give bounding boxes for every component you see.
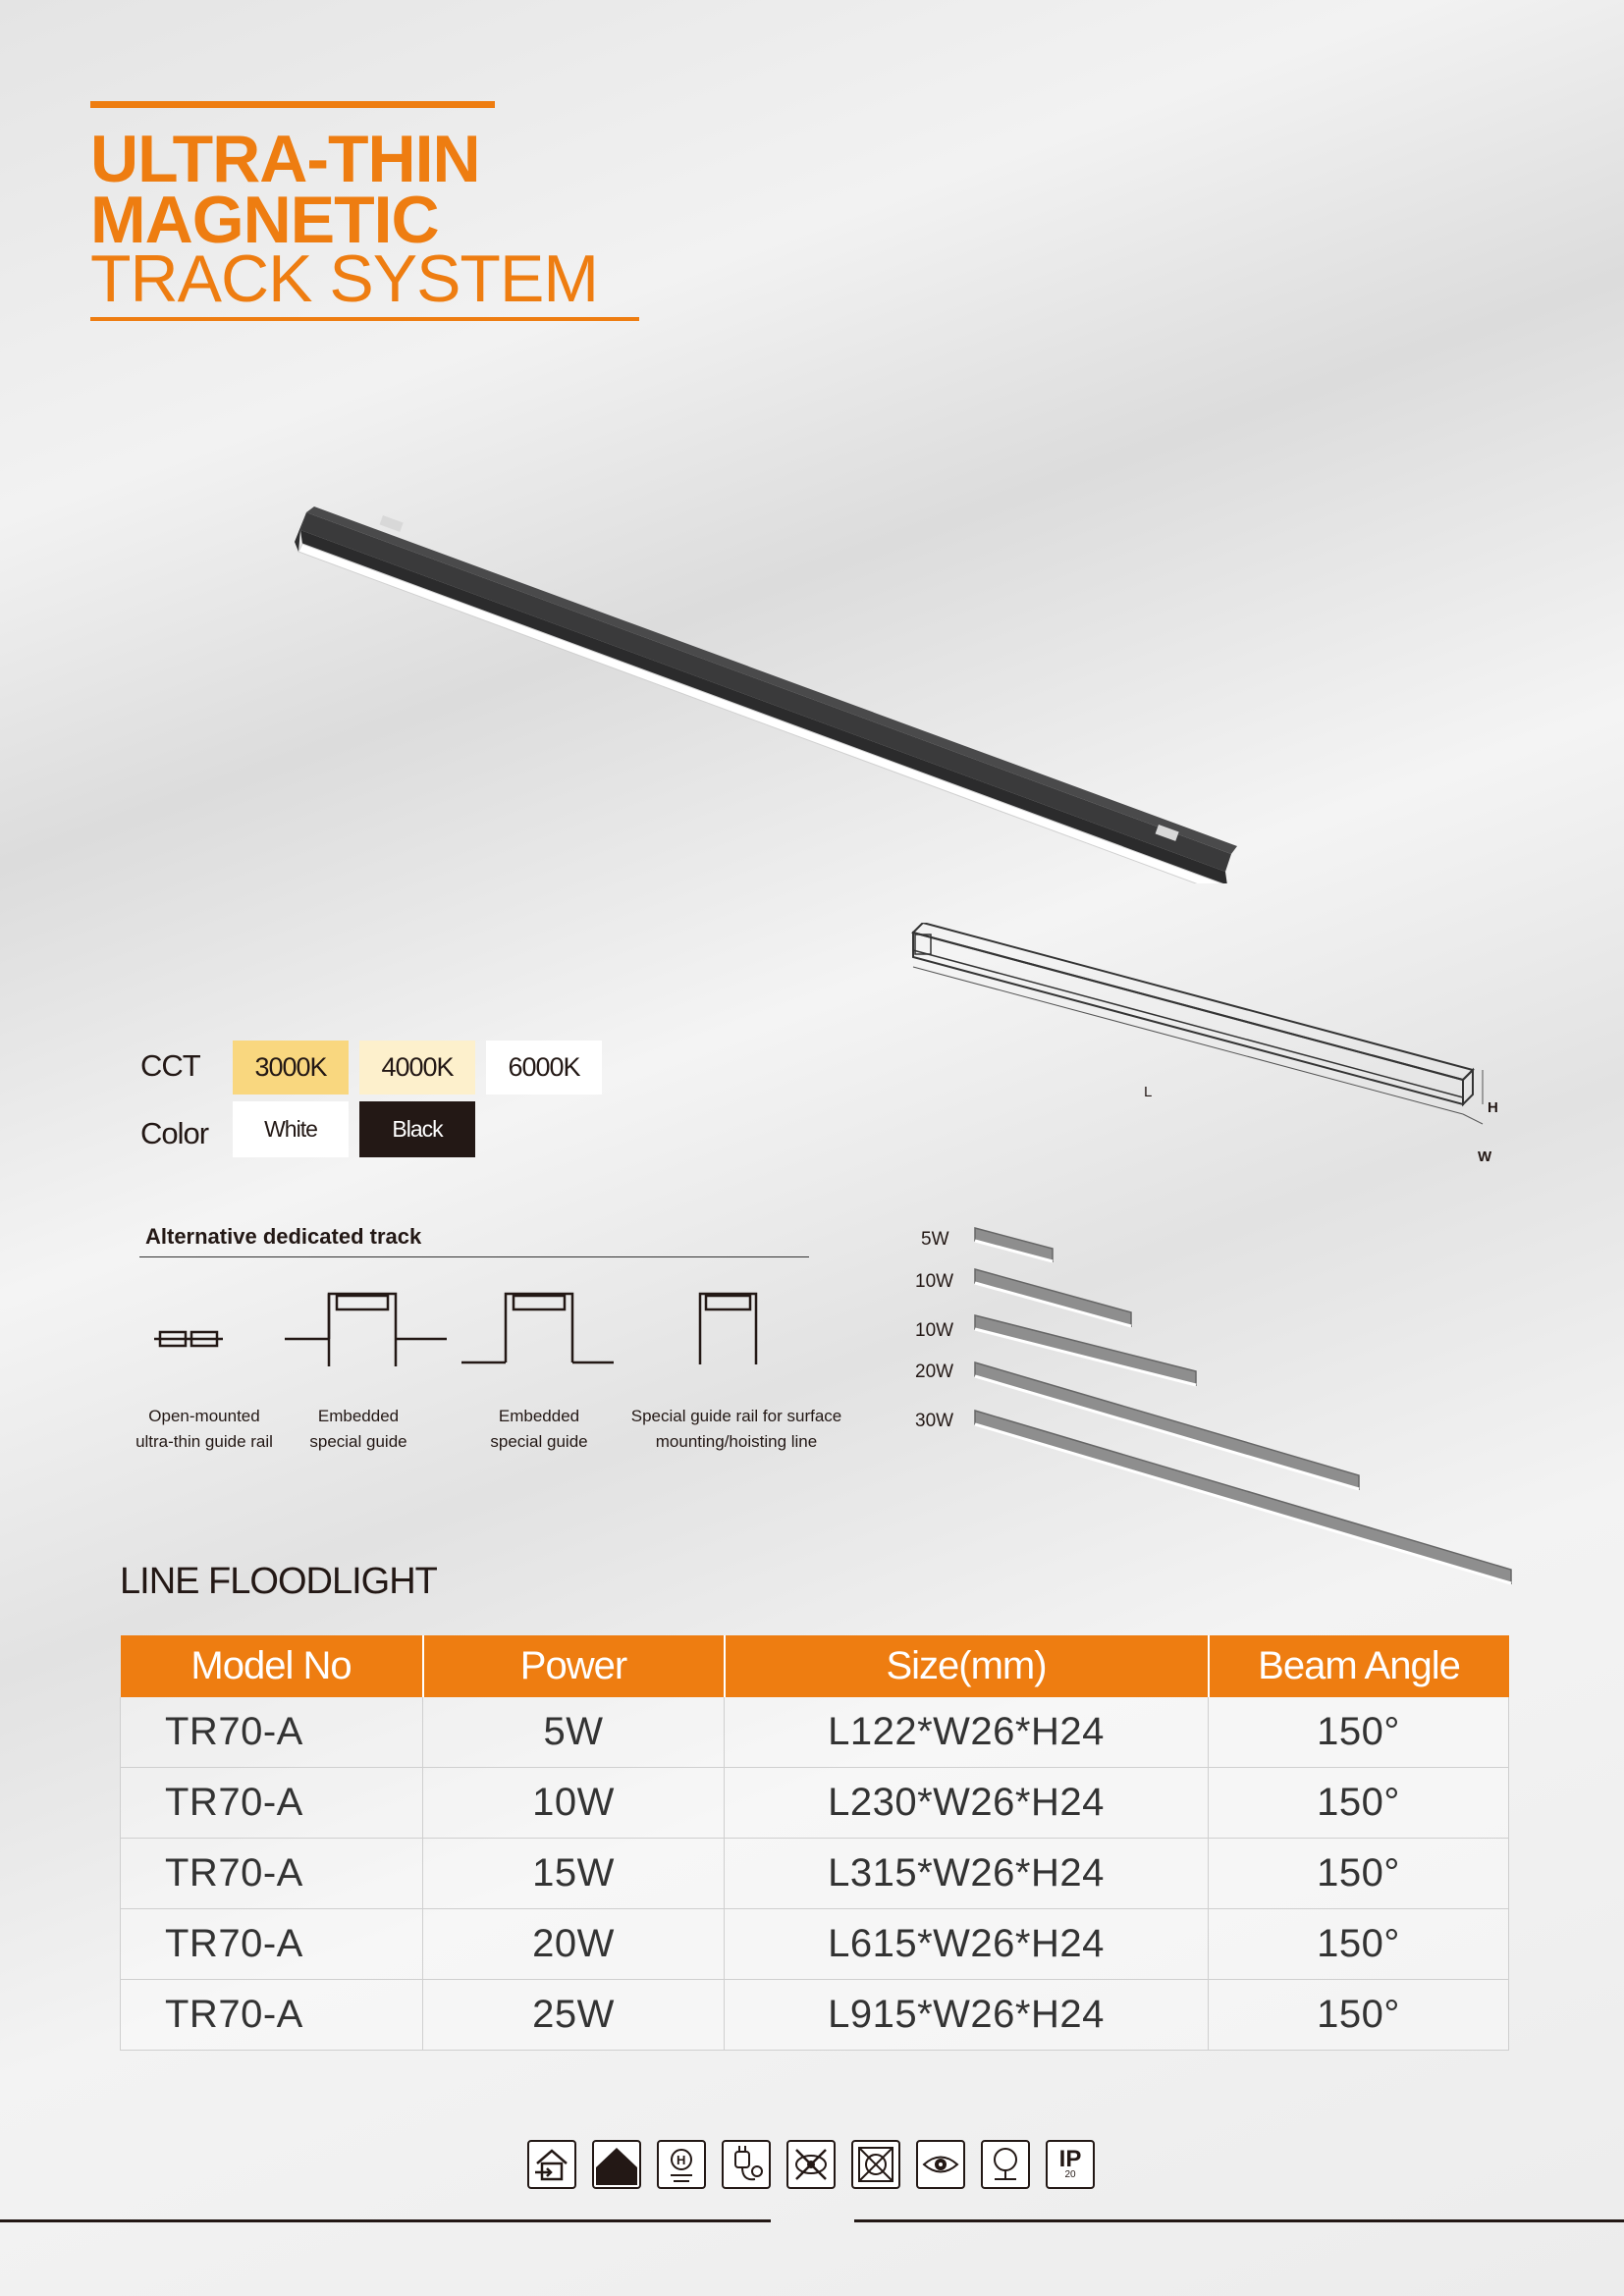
alt-track-caption-3: Embedded special guide <box>490 1407 588 1451</box>
series-label-5w: 5W <box>921 1229 949 1250</box>
section-title: LINE FLOODLIGHT <box>120 1561 437 1602</box>
no-flicker-icon <box>786 2140 836 2189</box>
header-model: Model No <box>121 1635 423 1697</box>
ip-rating-number: 20 <box>1064 2169 1076 2180</box>
cell-size: L122*W26*H24 <box>725 1697 1209 1768</box>
series-label-10w-a: 10W <box>915 1271 954 1292</box>
header-beam-angle: Beam Angle <box>1209 1635 1509 1697</box>
table-row <box>121 1980 1509 2051</box>
cell-power: 10W <box>423 1768 725 1839</box>
cell-beam-angle: 150° <box>1209 1980 1509 2051</box>
power-series-image <box>972 1222 1522 1590</box>
header-size: Size(mm) <box>725 1635 1209 1697</box>
cell-beam-angle: 150° <box>1209 1768 1509 1839</box>
table-row <box>121 1697 1509 1768</box>
title-line-2: MAGNETIC <box>90 183 439 257</box>
cct-chip-3000k: 3000K <box>233 1041 349 1095</box>
cell-model: TR70-A <box>121 1697 423 1768</box>
cell-power: 20W <box>423 1909 725 1980</box>
cell-beam-angle: 150° <box>1209 1909 1509 1980</box>
no-glare-icon <box>851 2140 900 2189</box>
cell-size: L315*W26*H24 <box>725 1839 1209 1909</box>
cell-size: L915*W26*H24 <box>725 1980 1209 2051</box>
cell-model: TR70-A <box>121 1980 423 2051</box>
series-label-10w-b: 10W <box>915 1320 954 1341</box>
cell-power: 25W <box>423 1980 725 2051</box>
cct-chip-6000k: 6000K <box>486 1041 602 1095</box>
table-row <box>121 1839 1509 1909</box>
table-header-row <box>121 1635 1509 1697</box>
series-label-30w: 30W <box>915 1411 954 1431</box>
title-line-1: ULTRA-THIN <box>90 122 480 196</box>
cell-model: TR70-A <box>121 1909 423 1980</box>
table-row <box>121 1909 1509 1980</box>
cell-power: 5W <box>423 1697 725 1768</box>
dim-label-h: H <box>1488 1099 1498 1116</box>
header-power: Power <box>423 1635 725 1697</box>
hazardous-substance-free-icon <box>657 2140 706 2189</box>
alt-track-title: Alternative dedicated track <box>145 1224 422 1249</box>
plug-and-play-icon <box>722 2140 771 2189</box>
cell-power: 15W <box>423 1839 725 1909</box>
cct-label: CCT <box>140 1048 200 1083</box>
cell-beam-angle: 150° <box>1209 1697 1509 1768</box>
cell-size: L615*W26*H24 <box>725 1909 1209 1980</box>
product-hero-image <box>285 501 1237 883</box>
alt-track-caption-2: Embedded special guide <box>309 1407 407 1451</box>
ip-text: IP <box>1058 2146 1082 2172</box>
cell-beam-angle: 150° <box>1209 1839 1509 1909</box>
cell-model: TR70-A <box>121 1768 423 1839</box>
indoor-icon <box>527 2140 576 2189</box>
cct-chip-4000k: 4000K <box>359 1041 475 1095</box>
alt-track-divider <box>139 1256 809 1257</box>
cell-size: L230*W26*H24 <box>725 1768 1209 1839</box>
cell-model: TR70-A <box>121 1839 423 1909</box>
feature-icons-row <box>527 2140 1095 2189</box>
footer-line-right <box>854 2219 1624 2222</box>
alt-track-caption-1: Open-mounted ultra-thin guide rail <box>135 1407 273 1451</box>
ceiling-mount-icon <box>592 2140 641 2189</box>
svg-text:H: H <box>677 2153 686 2167</box>
title-line-3: TRACK SYSTEM <box>90 241 598 316</box>
table-row <box>121 1768 1509 1839</box>
dim-label-l: L <box>1144 1084 1153 1100</box>
color-chip-white: White <box>233 1101 349 1157</box>
color-chip-black: Black <box>359 1101 475 1157</box>
series-label-20w: 20W <box>915 1362 954 1382</box>
ip20-icon <box>1046 2140 1095 2189</box>
title-accent-bar <box>90 101 495 108</box>
eco-friendly-icon <box>981 2140 1030 2189</box>
spec-table <box>120 1635 1509 2051</box>
eye-protection-icon <box>916 2140 965 2189</box>
track-profile-diagrams <box>152 1276 859 1384</box>
footer-line-left <box>0 2219 771 2222</box>
dim-label-w: W <box>1478 1148 1492 1165</box>
dimension-drawing <box>903 923 1512 1168</box>
color-label: Color <box>140 1116 209 1150</box>
title-underline <box>90 317 639 321</box>
alt-track-caption-4: Special guide rail for surface mounting/hoisting line <box>630 1407 842 1451</box>
